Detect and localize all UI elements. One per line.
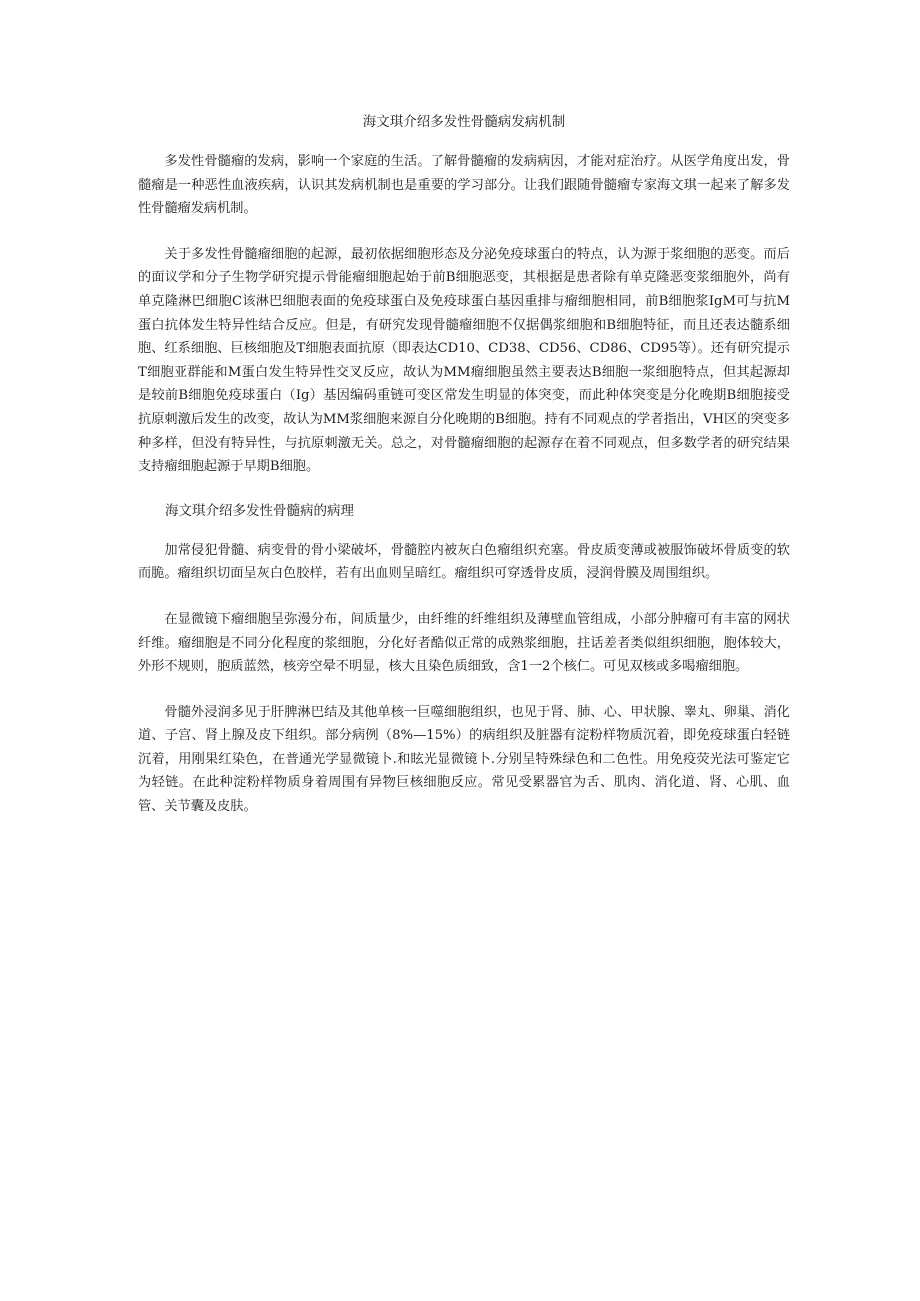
document-page <box>138 112 790 841</box>
paragraph-microscopy: 在显微镜下瘤细胞呈弥漫分布，间质量少，由纤维的纤维组织及薄壁血管组成，小部分肿瘤可有丰富的网状纤维。瘤细胞是不同分化程度的浆细胞，分化好者酷似正常的成熟浆细胞，拄话差者类似组织细胞，胞体较大，外形不规则，胞质蓝然，核旁空晕不明显，核大且染色质细致，含1一2个核仁。可见双核或多喝瘤细胞。 <box>138 611 790 675</box>
paragraph-extramedullary: 骨髓外浸润多见于肝脾淋巴结及其他单核一巨噬细胞组织，也见于肾、肺、心、甲状腺、睾丸、卵巢、消化道、子宫、肾上腺及皮下组织。部分病例（8%—15%）的病组织及脏器有淀粉样物质沉着，即免疫球蛋白轻链沉着，用刚果红染色，在普通光学显微镜卜.和眩光显微镜卜.分别呈特殊绿色和二色性。用免疫荧光法可鉴定它为轻链。在此种淀粉样物质身着周围有异物巨核细胞反应。常见受累器官为舌、肌肉、消化道、肾、心肌、血管、关节囊及皮肤。 <box>138 704 790 815</box>
paragraph-gross-pathology: 加常侵犯骨髓、病变骨的骨小梁破坏，骨髓腔内被灰白色瘤组织充塞。骨皮质变薄或被服饰破坏骨质变的软而脆。瘤组织切面呈灰白色胶样，若有出血则呈暗红。瘤组织可穿透骨皮质，浸润骨膜及周围组织。 <box>138 542 790 582</box>
paragraph-intro: 多发性骨髓瘤的发病，影响一个家庭的生活。了解骨髓瘤的发病病因，才能对症治疗。从医学角度出发，骨髓瘤是一种恶性血液疾病，认识其发病机制也是重要的学习部分。让我们跟随骨髓瘤专家海文琪一起来了解多发性骨髓瘤发病机制。 <box>138 154 790 217</box>
section-heading-pathology: 海文琪介绍多发性骨髓病的病理 <box>165 502 354 519</box>
document-title: 海文琪介绍多发性骨髓病发病机制 <box>362 114 566 130</box>
paragraph-origin: 关于多发性骨髓瘤细胞的起源，最初依据细胞形态及分泌免疫球蛋白的特点，认为源于浆细胞的恶变。而后的面议学和分子生物学研究提示骨能瘤细胞起始于前B细胞恶变，其根据是患者除有单克隆恶变浆细胞外，尚有单克隆淋巴细胞C该淋巴细胞表面的免疫球蛋白及免疫球蛋白基因重排与瘤细胞相同，前B细胞浆IgM可与抗M蛋白抗体发生特异性结合反应。但是，有研究发现骨髓瘤细胞不仅据偶浆细胞和B细胞特征，而且还表达髓系细胞、红系细胞、巨核细胞及T细胞表面抗原（即表达CD10、CD38、CD56、CD86、CD95等）。还有研究提示T细胞亚群能和M蛋白发生特异性交叉反应，故认为MM瘤细胞虽然主要表达B细胞一浆细胞特点，但其起源却是较前B细胞免疫球蛋白（Ig）基因编码重链可变区常发生明显的体突变，而此种体突变是分化晚期B细胞接受抗原刺激后发生的改变，故认为MM浆细胞来源自分化晚期的B细胞。持有不同观点的学者指出，VH区的突变多种多样，但没有特异性，与抗原刺激无关。总之，对骨髓瘤细胞的起源存在着不同观点，但多数学者的研究结果支持瘤细胞起源于早期B细胞。 <box>138 246 790 475</box>
